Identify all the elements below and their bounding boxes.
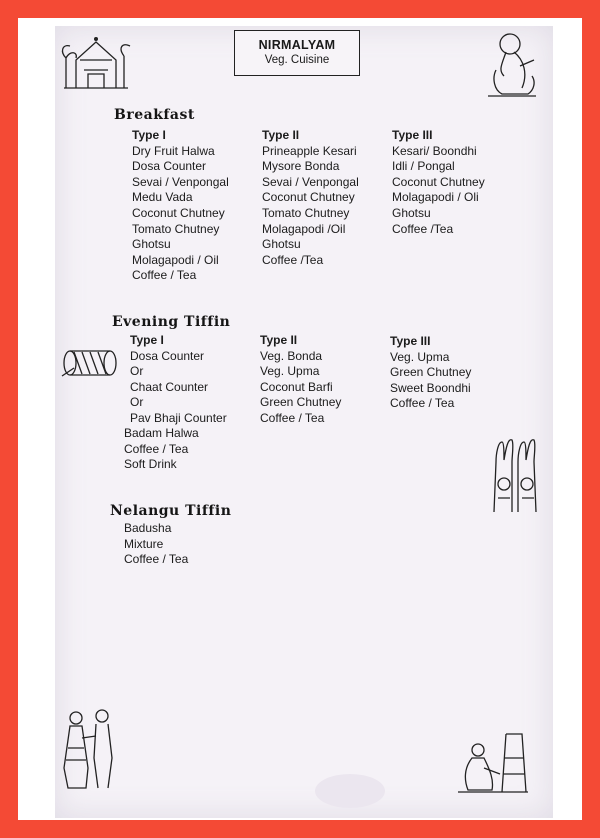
menu-item: Badam Halwa	[124, 426, 199, 440]
column-heading: Type I	[130, 333, 164, 347]
menu-item: Pav Bhaji Counter	[130, 410, 227, 425]
evening-type1-column	[130, 333, 227, 427]
menu-item: Coconut Chutney	[132, 205, 225, 220]
menu-item: Badusha	[124, 521, 172, 535]
temple-illustration	[60, 30, 132, 92]
evening-type2-column	[260, 333, 341, 427]
menu-item: Veg. Upma	[390, 349, 450, 364]
menu-item: Chaat Counter	[130, 379, 209, 394]
restaurant-name: NIRMALYAM	[258, 38, 336, 52]
column-heading: Type III	[392, 128, 433, 142]
ganesha-illustration	[484, 30, 540, 102]
menu-item: Veg. Upma	[260, 364, 320, 379]
menu-item: Idli / Pongal	[392, 159, 455, 174]
menu-item: Coffee / Tea	[390, 396, 455, 411]
section-title-evening-tiffin: Evening Tiffin	[112, 314, 231, 330]
menu-item: Or	[130, 395, 144, 410]
menu-item: Green Chutney	[260, 395, 342, 410]
breakfast-type2-column	[262, 128, 359, 268]
cuisine-subtitle: Veg. Cuisine	[264, 54, 330, 66]
breakfast-type3-column	[392, 128, 485, 237]
menu-item: Coconut Chutney	[262, 190, 355, 205]
mehndi-hands-illustration	[490, 432, 542, 518]
section-title-breakfast: Breakfast	[114, 107, 195, 123]
column-heading: Type I	[132, 128, 166, 142]
drum-illustration	[60, 346, 120, 380]
menu-item: Molagapodi / Oil	[132, 252, 219, 267]
menu-item: Dosa Counter	[130, 348, 205, 363]
column-heading: Type II	[262, 128, 300, 142]
column-heading: Type II	[260, 333, 298, 347]
menu-item: Sevai / Venpongal	[132, 174, 229, 189]
menu-item: Green Chutney	[390, 365, 472, 380]
menu-item: Coffee /Tea	[262, 252, 324, 267]
menu-item: Soft Drink	[124, 457, 177, 472]
header-box	[234, 30, 360, 76]
kolam-woman-illustration	[456, 728, 528, 794]
menu-item: Coffee /Tea	[392, 221, 454, 236]
menu-item: Medu Vada	[132, 190, 193, 205]
menu-item: Coffee / Tea	[124, 552, 189, 567]
evening-extra-items	[124, 426, 199, 473]
menu-item: Molagapodi / Oli	[392, 190, 479, 205]
sheet-smudge	[315, 774, 385, 808]
couple-illustration	[60, 708, 122, 792]
menu-item: Or	[130, 364, 144, 379]
menu-item: Kesari/ Boondhi	[392, 143, 477, 158]
menu-item: Coconut Barfi	[260, 379, 333, 394]
menu-item: Dry Fruit Halwa	[132, 143, 215, 158]
menu-item: Coconut Chutney	[392, 174, 485, 189]
section-title-nelangu-tiffin: Nelangu Tiffin	[110, 503, 232, 519]
menu-item: Dosa Counter	[132, 159, 207, 174]
menu-item: Sweet Boondhi	[390, 380, 471, 395]
menu-item: Mysore Bonda	[262, 159, 340, 174]
nelangu-items-column	[124, 521, 188, 568]
menu-item: Tomato Chutney	[132, 221, 220, 236]
menu-item: Ghotsu	[392, 205, 431, 220]
menu-item: Tomato Chutney	[262, 205, 350, 220]
menu-item: Coffee / Tea	[132, 268, 197, 283]
menu-item: Coffee / Tea	[124, 441, 189, 456]
breakfast-type1-column	[132, 128, 229, 284]
menu-item: Sevai / Venpongal	[262, 174, 359, 189]
menu-item: Prineapple Kesari	[262, 143, 357, 158]
column-heading: Type III	[390, 334, 431, 348]
menu-item: Molagapodi /Oil	[262, 221, 346, 236]
menu-item: Mixture	[124, 536, 164, 551]
menu-item: Ghotsu	[262, 237, 301, 252]
menu-item: Ghotsu	[132, 237, 171, 252]
menu-item: Veg. Bonda	[260, 348, 323, 363]
evening-type3-column	[390, 334, 471, 412]
menu-item: Coffee / Tea	[260, 410, 325, 425]
